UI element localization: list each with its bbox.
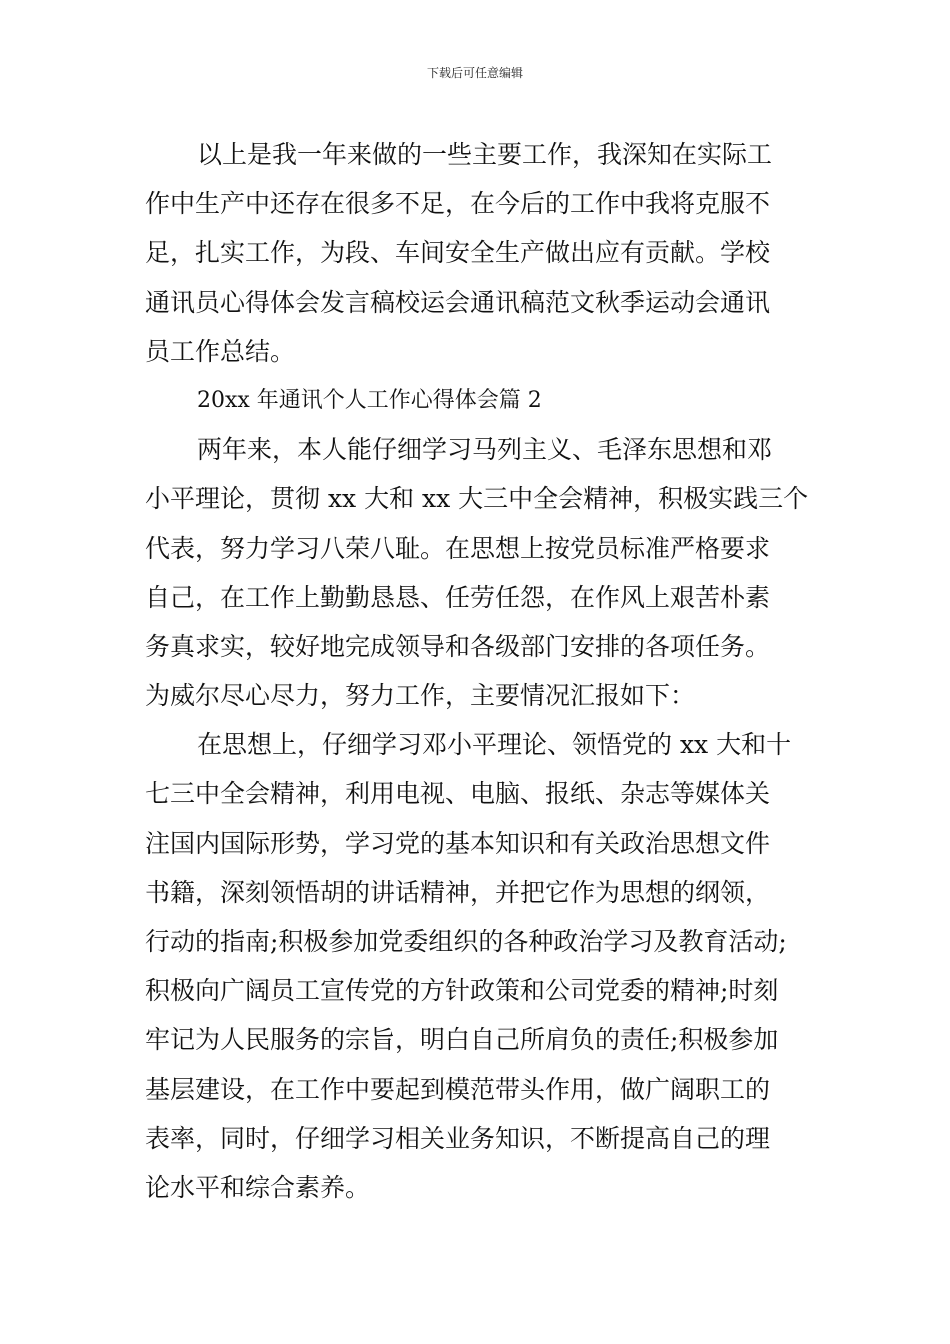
- text-line: 基层建设，在工作中要起到模范带头作用，做广阔职工的: [145, 1074, 771, 1104]
- text-line: 积极向广阔员工宣传党的方针政策和公司党委的精神;时刻: [145, 976, 779, 1006]
- text-line: 为威尔尽心尽力，努力工作，主要情况汇报如下：: [145, 681, 696, 711]
- page-header: 下载后可任意编辑: [426, 66, 523, 80]
- text-line: 表率，同时，仔细学习相关业务知识，不断提高自己的理: [145, 1123, 771, 1153]
- text-line: 足，扎实工作，为段、车间安全生产做出应有贡献。学校: [145, 238, 771, 268]
- text-line: 以上是我一年来做的一些主要工作，我深知在实际工: [197, 140, 773, 169]
- document-body: [145, 130, 807, 1212]
- text-line: 行动的指南;积极参加党委组织的各种政治学习及教育活动;: [145, 927, 787, 956]
- text-line: 通讯员心得体会发言稿校运会通讯稿范文秋季运动会通讯: [145, 287, 771, 317]
- text-line: 务真求实，较好地完成领导和各级部门安排的各项任务。: [145, 631, 771, 661]
- text-line: 七三中全会精神，利用电视、电脑、报纸、杂志等媒体关: [145, 779, 771, 809]
- text-line: 员工作总结。: [145, 336, 296, 366]
- text-line: 书籍，深刻领悟胡的讲话精神，并把它作为思想的纲领，: [145, 877, 771, 907]
- text-line: 在思想上，仔细学习邓小平理论、领悟党的 xx 大和十: [197, 730, 792, 760]
- text-line: 代表，努力学习八荣八耻。在思想上按党员标准严格要求: [145, 533, 771, 563]
- text-line: 牢记为人民服务的宗旨，明白自己所肩负的责任;积极参加: [145, 1025, 779, 1055]
- text-line: 注国内国际形势，学习党的基本知识和有关政治思想文件: [145, 828, 771, 858]
- text-line: 小平理论，贯彻 xx 大和 xx 大三中全会精神，积极实践三个: [145, 484, 809, 514]
- text-line: 论水平和综合素养。: [145, 1172, 371, 1202]
- text-line: 两年来，本人能仔细学习马列主义、毛泽东思想和邓: [197, 435, 773, 465]
- section-heading: 20xx 年通讯个人工作心得体会篇 2: [197, 387, 542, 413]
- text-line: 作中生产中还存在很多不足，在今后的工作中我将克服不: [145, 189, 771, 219]
- text-line: 自己，在工作上勤勤恳恳、任劳任怨，在作风上艰苦朴素: [145, 582, 771, 612]
